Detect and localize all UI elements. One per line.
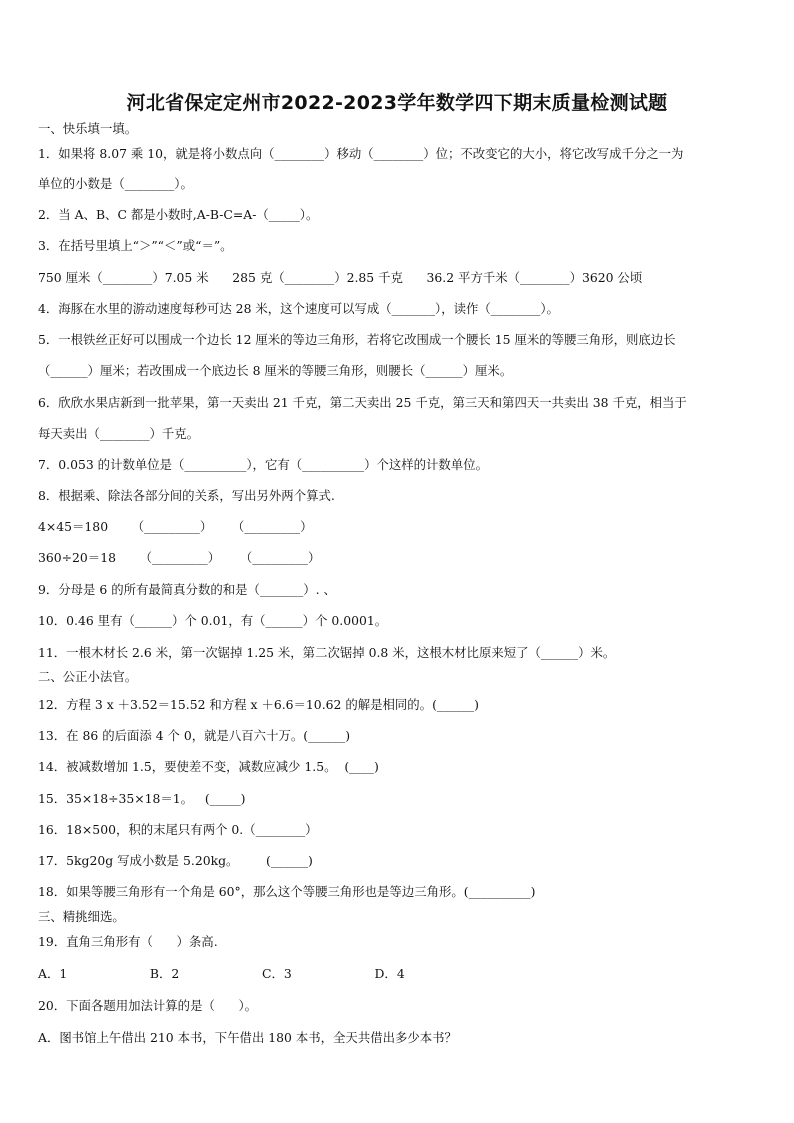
text-line: 2．当 A、B、C 都是小数时,A-B-C=A-（_____）。: [38, 207, 319, 222]
text-line: 17．5kg20g 写成小数是 5.20kg。 (______): [38, 853, 313, 868]
text-line: 11．一根木材长 2.6 米，第一次锯掉 1.25 米，第二次锯掉 0.8 米，这根木材比原来短了（______）米。: [38, 645, 616, 660]
text-line: 二、公正小法官。: [38, 669, 138, 684]
text-line: 16．18×500，积的末尾只有两个 0.（________）: [38, 822, 318, 837]
text-line: 4．海豚在水里的游动速度每秒可达 28 米，这个速度可以写成（_______），读作（________）。: [38, 301, 559, 316]
text-line: 一、快乐填一填。: [38, 121, 138, 136]
text-line: A．1 B．2 C．3 D．4: [38, 966, 405, 981]
text-line: 1．如果将 8.07 乘 10，就是将小数点向（________）移动（________）位；不改变它的大小，将它改写成千分之一为: [38, 146, 684, 161]
text-line: 20．下面各题用加法计算的是（ ）。: [38, 998, 258, 1013]
text-line: 12．方程 3 x ＋3.52＝15.52 和方程 x ＋6.6＝10.62 的解是相同的。(______): [38, 697, 479, 712]
text-line: 10．0.46 里有（______）个 0.01，有（______）个 0.0001。: [38, 613, 388, 628]
text-line: 8．根据乘、除法各部分间的关系，写出另外两个算式.: [38, 488, 335, 503]
text-line: （______）厘米；若改围成一个底边长 8 厘米的等腰三角形，则腰长（______）厘米。: [38, 363, 513, 378]
text-line: 360÷20＝18 （_________） （_________）: [38, 550, 321, 565]
text-line: 14．被减数增加 1.5，要使差不变，减数应减少 1.5。 (____): [38, 759, 379, 774]
text-line: 7．0.053 的计数单位是（__________），它有（__________）个这样的计数单位。: [38, 457, 488, 472]
text-line: 13．在 86 的后面添 4 个 0，就是八百六十万。(______): [38, 728, 351, 743]
text-line: 单位的小数是（________）。: [38, 176, 193, 191]
text-line: 3．在括号里填上“＞”“＜”或“＝”。: [38, 238, 233, 253]
page-title: 河北省保定定州市2022-2023学年数学四下期末质量检测试题: [126, 92, 668, 114]
text-line: 4×45＝180 （_________） （_________）: [38, 519, 313, 534]
text-line: 750 厘米（________）7.05 米 285 克（________）2.85 千克 36.2 平方千米（________）3620 公顷: [38, 270, 643, 285]
text-line: 9．分母是 6 的所有最简真分数的和是（_______）. 、: [38, 582, 336, 597]
text-line: A．图书馆上午借出 210 本书，下午借出 180 本书，全天共借出多少本书？: [38, 1030, 457, 1045]
text-line: 6．欣欣水果店新到一批苹果，第一天卖出 21 千克，第二天卖出 25 千克，第三天和第四天一共卖出 38 千克，相当于: [38, 395, 687, 410]
text-line: 18．如果等腰三角形有一个角是 60°，那么这个等腰三角形也是等边三角形。(__________): [38, 884, 536, 899]
text-line: 19．直角三角形有（ ）条高.: [38, 934, 218, 949]
text-line: 5．一根铁丝正好可以围成一个边长 12 厘米的等边三角形，若将它改围成一个腰长 15 厘米的等腰三角形，则底边长: [38, 332, 676, 347]
text-line: 三、精挑细选。: [38, 909, 125, 924]
text-line: 15．35×18÷35×18＝1。 (_____): [38, 791, 246, 806]
text-line: 每天卖出（________）千克。: [38, 426, 200, 441]
